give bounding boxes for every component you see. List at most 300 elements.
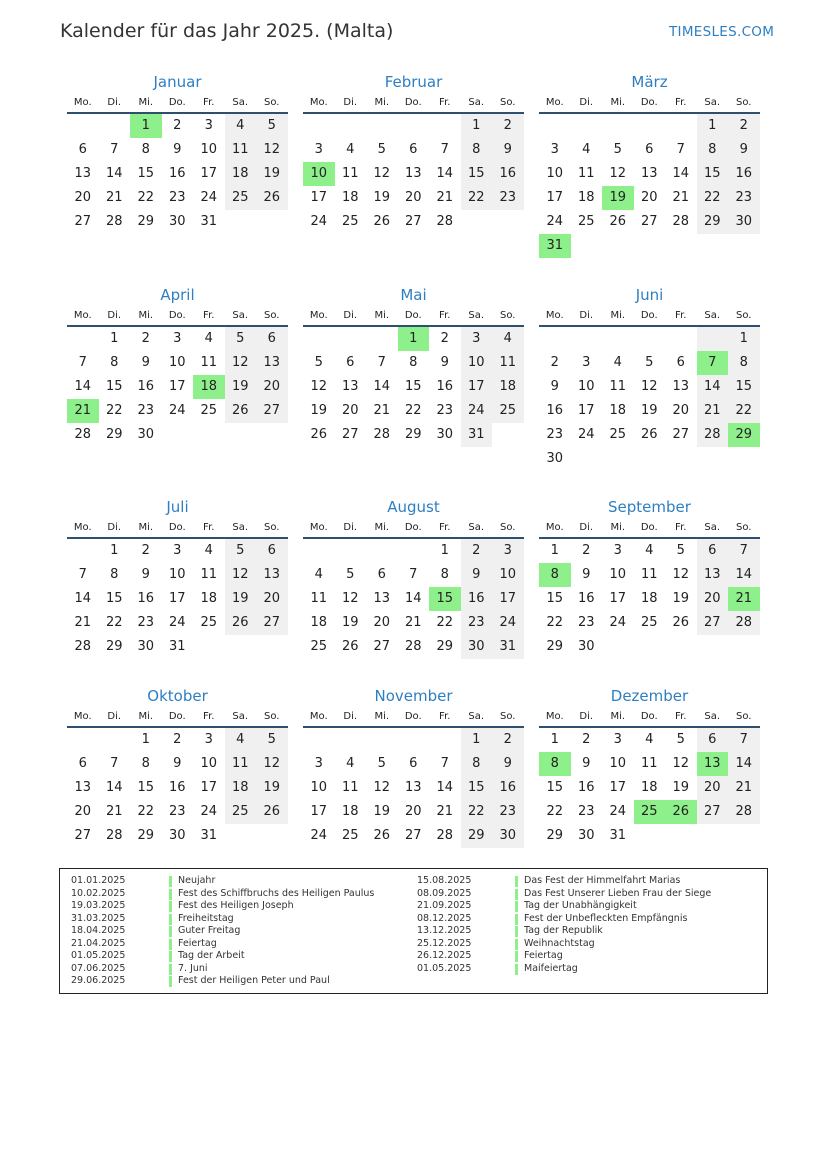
day-cell: 25 xyxy=(225,186,257,210)
holiday-name: Neujahr xyxy=(178,875,216,886)
day-cell: 9 xyxy=(440,355,449,370)
day-cell: 28 xyxy=(74,639,92,654)
weekday-label: Mo. xyxy=(309,97,328,108)
day-cell: 17 xyxy=(609,591,627,606)
holiday-marker xyxy=(515,951,518,962)
holiday-marker xyxy=(515,939,518,950)
day-cell: 2 xyxy=(440,331,449,346)
weekday-label: Do. xyxy=(404,522,422,533)
day-cell: 2 xyxy=(492,728,524,752)
weekday-label: Mi. xyxy=(610,97,626,108)
holiday-marker xyxy=(169,876,172,887)
holiday-date: 18.04.2025 xyxy=(71,925,126,936)
day-cell: 14 xyxy=(728,563,760,587)
day-cell: 28 xyxy=(436,828,454,843)
empty-cell xyxy=(665,635,697,659)
day-cell: 29 xyxy=(546,639,564,654)
day-cell: 20 xyxy=(404,190,422,205)
day-cell: 2 xyxy=(728,114,760,138)
empty-cell xyxy=(728,234,760,258)
day-cell: 20 xyxy=(404,804,422,819)
day-cell: 10 xyxy=(200,756,218,771)
empty-cell xyxy=(366,327,398,351)
day-cell: 23 xyxy=(168,190,186,205)
day-cell: 6 xyxy=(78,756,87,771)
day-cell: 6 xyxy=(697,728,729,752)
day-cell: 23 xyxy=(137,403,155,418)
day-cell: 1 xyxy=(440,543,449,558)
empty-cell xyxy=(398,114,430,138)
day-cell: 24 xyxy=(577,427,595,442)
empty-cell xyxy=(634,114,666,138)
weekday-label: So. xyxy=(500,97,516,108)
month-title: Februar xyxy=(384,73,443,91)
day-cell: 8 xyxy=(697,138,729,162)
weekday-label: Sa. xyxy=(704,522,721,533)
day-cell: 14 xyxy=(728,752,760,776)
empty-cell xyxy=(335,114,367,138)
day-cell: 19 xyxy=(341,615,359,630)
weekday-label: Sa. xyxy=(232,97,249,108)
day-cell: 13 xyxy=(341,379,359,394)
day-cell: 6 xyxy=(409,756,418,771)
holiday-marker xyxy=(515,964,518,975)
weekday-label: Di. xyxy=(579,522,594,533)
weekday-header xyxy=(539,305,760,327)
day-cell: 2 xyxy=(550,355,559,370)
day-cell: 24 xyxy=(609,804,627,819)
weekday-label: So. xyxy=(264,711,280,722)
holiday-name: Tag der Unabhängigkeit xyxy=(524,900,637,911)
empty-cell xyxy=(571,234,603,258)
month-title: Juli xyxy=(166,498,189,516)
day-cell: 19 xyxy=(256,162,288,186)
day-cell: 19 xyxy=(640,403,658,418)
day-cell: 17 xyxy=(168,591,186,606)
holiday-name: Tag der Arbeit xyxy=(178,950,245,961)
empty-cell xyxy=(634,234,666,258)
month-title: Juni xyxy=(635,286,664,304)
day-cell: 29 xyxy=(105,427,123,442)
day-cell: 15 xyxy=(546,591,564,606)
day-cell: 19 xyxy=(373,190,391,205)
weekday-label: Sa. xyxy=(232,711,249,722)
holiday-date: 08.12.2025 xyxy=(417,912,472,924)
day-cell: 16 xyxy=(577,780,595,795)
day-cell: 6 xyxy=(645,142,654,157)
day-cell: 1 xyxy=(141,732,150,747)
day-cell: 17 xyxy=(310,804,328,819)
day-cell: 6 xyxy=(697,539,729,563)
day-grid xyxy=(539,728,760,848)
month-dezember xyxy=(539,686,760,848)
weekday-label: Fr. xyxy=(203,310,215,321)
day-cell: 2 xyxy=(461,539,493,563)
empty-cell xyxy=(303,327,335,351)
day-cell: 11 xyxy=(225,752,257,776)
empty-cell xyxy=(225,210,257,234)
day-cell: 26 xyxy=(256,186,288,210)
day-cell: 30 xyxy=(577,639,595,654)
day-cell: 1 xyxy=(398,327,430,351)
weekday-label: So. xyxy=(500,522,516,533)
day-cell: 8 xyxy=(110,567,119,582)
day-cell: 8 xyxy=(141,142,150,157)
weekday-label: Mi. xyxy=(138,711,154,722)
day-cell: 11 xyxy=(310,591,328,606)
day-cell: 13 xyxy=(74,780,92,795)
month-title: Mai xyxy=(400,286,427,304)
day-cell: 3 xyxy=(613,732,622,747)
day-cell: 2 xyxy=(141,331,150,346)
day-cell: 19 xyxy=(225,587,257,611)
day-cell: 26 xyxy=(310,427,328,442)
holiday-name: Guter Freitag xyxy=(178,925,241,936)
day-cell: 22 xyxy=(546,804,564,819)
day-cell: 17 xyxy=(577,403,595,418)
day-cell: 15 xyxy=(728,375,760,399)
holiday-name: Weihnachtstag xyxy=(524,937,595,949)
day-cell: 23 xyxy=(168,804,186,819)
holiday-date: 21.09.2025 xyxy=(417,900,472,911)
weekday-label: Di. xyxy=(107,711,122,722)
day-cell: 15 xyxy=(461,162,493,186)
day-cell: 10 xyxy=(303,162,335,186)
empty-cell xyxy=(303,728,335,752)
day-cell: 6 xyxy=(676,355,685,370)
empty-cell xyxy=(303,539,335,563)
day-cell: 9 xyxy=(141,567,150,582)
day-cell: 13 xyxy=(672,379,690,394)
day-cell: 11 xyxy=(577,166,595,181)
month-title: März xyxy=(631,73,668,91)
weekday-label: Do. xyxy=(640,310,658,321)
day-cell: 25 xyxy=(200,615,218,630)
day-cell: 18 xyxy=(341,190,359,205)
day-cell: 3 xyxy=(613,543,622,558)
day-cell: 14 xyxy=(404,591,422,606)
weekday-label: Fr. xyxy=(439,522,451,533)
day-cell: 16 xyxy=(492,162,524,186)
day-cell: 22 xyxy=(697,186,729,210)
day-cell: 17 xyxy=(168,379,186,394)
empty-cell xyxy=(728,447,760,471)
day-grid xyxy=(539,114,760,258)
empty-cell xyxy=(429,114,461,138)
day-cell: 15 xyxy=(105,591,123,606)
day-cell: 12 xyxy=(609,166,627,181)
holiday-marker xyxy=(515,901,518,912)
day-cell: 19 xyxy=(672,780,690,795)
day-cell: 13 xyxy=(256,563,288,587)
month-title: April xyxy=(160,286,195,304)
empty-cell xyxy=(665,327,697,351)
day-cell: 27 xyxy=(672,427,690,442)
day-cell: 29 xyxy=(461,824,493,848)
empty-cell xyxy=(665,114,697,138)
day-cell: 17 xyxy=(461,375,493,399)
day-cell: 12 xyxy=(373,780,391,795)
day-cell: 27 xyxy=(640,214,658,229)
weekday-header xyxy=(67,706,288,728)
day-cell: 21 xyxy=(436,190,454,205)
day-cell: 30 xyxy=(728,210,760,234)
day-grid xyxy=(303,728,524,848)
day-cell: 17 xyxy=(546,190,564,205)
day-cell: 16 xyxy=(137,591,155,606)
day-cell: 10 xyxy=(577,379,595,394)
day-cell: 15 xyxy=(105,379,123,394)
day-cell: 6 xyxy=(409,142,418,157)
weekday-label: Do. xyxy=(404,97,422,108)
weekday-label: Mi. xyxy=(610,711,626,722)
day-cell: 16 xyxy=(168,780,186,795)
day-cell: 27 xyxy=(404,214,422,229)
day-cell: 22 xyxy=(461,186,493,210)
day-cell: 28 xyxy=(105,828,123,843)
day-cell: 3 xyxy=(204,732,213,747)
day-cell: 10 xyxy=(310,780,328,795)
day-cell: 27 xyxy=(404,828,422,843)
weekday-label: Mi. xyxy=(138,522,154,533)
weekday-label: Do. xyxy=(404,711,422,722)
brand-link[interactable]: TIMESLES.COM xyxy=(669,24,775,40)
day-cell: 1 xyxy=(728,327,760,351)
day-cell: 17 xyxy=(200,166,218,181)
day-cell: 6 xyxy=(78,142,87,157)
day-cell: 25 xyxy=(492,399,524,423)
day-cell: 7 xyxy=(110,142,119,157)
day-cell: 11 xyxy=(609,379,627,394)
day-cell: 9 xyxy=(173,142,182,157)
day-cell: 9 xyxy=(728,138,760,162)
empty-cell xyxy=(256,824,288,848)
month-november xyxy=(303,686,524,848)
empty-cell xyxy=(602,447,634,471)
day-cell: 13 xyxy=(404,166,422,181)
day-cell: 14 xyxy=(105,166,123,181)
day-cell: 27 xyxy=(256,611,288,635)
day-cell: 22 xyxy=(436,615,454,630)
day-cell: 28 xyxy=(672,214,690,229)
day-cell: 3 xyxy=(461,327,493,351)
holiday-date: 19.03.2025 xyxy=(71,900,126,911)
day-cell: 12 xyxy=(373,166,391,181)
holiday-name: Feiertag xyxy=(178,937,217,949)
weekday-header xyxy=(303,305,524,327)
weekday-label: Mo. xyxy=(545,97,564,108)
holiday-name: Fest der Unbefleckten Empfängnis xyxy=(524,912,688,924)
day-cell: 9 xyxy=(492,138,524,162)
day-cell: 23 xyxy=(546,427,564,442)
weekday-label: Do. xyxy=(168,97,186,108)
day-grid xyxy=(303,114,524,234)
day-cell: 6 xyxy=(346,355,355,370)
holiday-marker xyxy=(169,901,172,912)
day-cell: 30 xyxy=(461,635,493,659)
day-cell: 26 xyxy=(341,639,359,654)
weekday-label: So. xyxy=(500,310,516,321)
day-cell: 2 xyxy=(582,732,591,747)
weekday-label: Do. xyxy=(168,711,186,722)
day-cell: 15 xyxy=(546,780,564,795)
weekday-label: Sa. xyxy=(468,310,485,321)
weekday-label: Sa. xyxy=(232,522,249,533)
day-cell: 5 xyxy=(314,355,323,370)
day-cell: 14 xyxy=(436,780,454,795)
day-cell: 14 xyxy=(74,379,92,394)
empty-cell xyxy=(571,114,603,138)
weekday-label: Mi. xyxy=(610,310,626,321)
day-cell: 5 xyxy=(613,142,622,157)
day-cell: 23 xyxy=(577,615,595,630)
day-cell: 29 xyxy=(105,639,123,654)
day-cell: 6 xyxy=(256,539,288,563)
empty-cell xyxy=(665,234,697,258)
weekday-label: So. xyxy=(264,310,280,321)
day-cell: 31 xyxy=(200,214,218,229)
day-cell: 20 xyxy=(697,587,729,611)
empty-cell xyxy=(398,539,430,563)
day-cell: 29 xyxy=(404,427,422,442)
day-cell: 29 xyxy=(697,210,729,234)
day-cell: 20 xyxy=(373,615,391,630)
day-cell: 18 xyxy=(640,780,658,795)
holiday-marker xyxy=(169,964,172,975)
empty-cell xyxy=(602,114,634,138)
day-cell: 25 xyxy=(640,615,658,630)
weekday-label: Sa. xyxy=(468,711,485,722)
day-grid xyxy=(67,728,288,848)
day-cell: 12 xyxy=(672,567,690,582)
day-cell: 2 xyxy=(582,543,591,558)
empty-cell xyxy=(225,423,257,447)
day-cell: 10 xyxy=(461,351,493,375)
day-cell: 2 xyxy=(173,732,182,747)
day-cell: 6 xyxy=(256,327,288,351)
day-cell: 17 xyxy=(492,587,524,611)
day-cell: 16 xyxy=(436,379,454,394)
day-cell: 5 xyxy=(676,732,685,747)
day-cell: 18 xyxy=(640,591,658,606)
weekday-label: Di. xyxy=(579,711,594,722)
day-cell: 12 xyxy=(225,563,257,587)
day-cell: 18 xyxy=(609,403,627,418)
holiday-legend xyxy=(59,868,768,994)
day-cell: 8 xyxy=(409,355,418,370)
day-cell: 12 xyxy=(256,752,288,776)
holiday-marker xyxy=(515,889,518,900)
day-cell: 30 xyxy=(436,427,454,442)
day-cell: 26 xyxy=(373,214,391,229)
empty-cell xyxy=(225,635,257,659)
day-cell: 31 xyxy=(609,828,627,843)
day-cell: 4 xyxy=(492,327,524,351)
weekday-header xyxy=(303,517,524,539)
empty-cell xyxy=(193,423,225,447)
day-cell: 1 xyxy=(550,732,559,747)
holiday-marker xyxy=(169,951,172,962)
weekday-label: Mi. xyxy=(374,522,390,533)
empty-cell xyxy=(303,114,335,138)
day-cell: 27 xyxy=(697,800,729,824)
weekday-label: Fr. xyxy=(439,97,451,108)
day-cell: 1 xyxy=(110,331,119,346)
day-cell: 27 xyxy=(74,828,92,843)
weekday-label: Di. xyxy=(107,310,122,321)
weekday-label: Di. xyxy=(579,310,594,321)
day-cell: 26 xyxy=(225,399,257,423)
empty-cell xyxy=(665,447,697,471)
day-cell: 31 xyxy=(200,828,218,843)
month-title: November xyxy=(374,687,453,705)
day-cell: 24 xyxy=(461,399,493,423)
weekday-label: Sa. xyxy=(468,97,485,108)
day-cell: 31 xyxy=(461,423,493,447)
empty-cell xyxy=(728,635,760,659)
day-cell: 8 xyxy=(141,756,150,771)
day-cell: 1 xyxy=(550,543,559,558)
day-cell: 18 xyxy=(225,162,257,186)
day-cell: 1 xyxy=(461,114,493,138)
day-cell: 14 xyxy=(373,379,391,394)
day-cell: 29 xyxy=(436,639,454,654)
day-cell: 7 xyxy=(440,142,449,157)
day-cell: 3 xyxy=(582,355,591,370)
empty-cell xyxy=(366,728,398,752)
day-cell: 20 xyxy=(74,804,92,819)
day-cell: 31 xyxy=(539,234,571,258)
holiday-date: 07.06.2025 xyxy=(71,962,126,974)
holiday-name: Fest des Schiffbruchs des Heiligen Paulus xyxy=(178,887,375,899)
empty-cell xyxy=(398,728,430,752)
day-cell: 25 xyxy=(634,800,666,824)
day-cell: 11 xyxy=(341,166,359,181)
day-cell: 4 xyxy=(204,543,213,558)
day-cell: 14 xyxy=(74,591,92,606)
day-cell: 30 xyxy=(137,639,155,654)
day-cell: 30 xyxy=(492,824,524,848)
day-cell: 7 xyxy=(440,756,449,771)
day-cell: 18 xyxy=(310,615,328,630)
day-cell: 5 xyxy=(346,567,355,582)
day-cell: 28 xyxy=(697,423,729,447)
day-cell: 23 xyxy=(492,186,524,210)
day-cell: 15 xyxy=(137,166,155,181)
empty-cell xyxy=(335,539,367,563)
weekday-label: Sa. xyxy=(704,310,721,321)
day-cell: 2 xyxy=(492,114,524,138)
day-cell: 4 xyxy=(613,355,622,370)
day-cell: 29 xyxy=(137,828,155,843)
day-cell: 3 xyxy=(492,539,524,563)
month-mai xyxy=(303,285,524,447)
weekday-label: Mi. xyxy=(138,97,154,108)
day-cell: 24 xyxy=(609,615,627,630)
day-cell: 30 xyxy=(546,451,564,466)
day-cell: 1 xyxy=(130,114,162,138)
holiday-date: 08.09.2025 xyxy=(417,887,472,899)
day-cell: 13 xyxy=(640,166,658,181)
weekday-header xyxy=(67,517,288,539)
holiday-date: 31.03.2025 xyxy=(71,912,126,924)
day-cell: 20 xyxy=(341,403,359,418)
holiday-date: 01.05.2025 xyxy=(71,950,126,961)
day-cell: 5 xyxy=(377,756,386,771)
day-cell: 14 xyxy=(697,375,729,399)
holiday-marker xyxy=(169,926,172,937)
day-cell: 26 xyxy=(373,828,391,843)
